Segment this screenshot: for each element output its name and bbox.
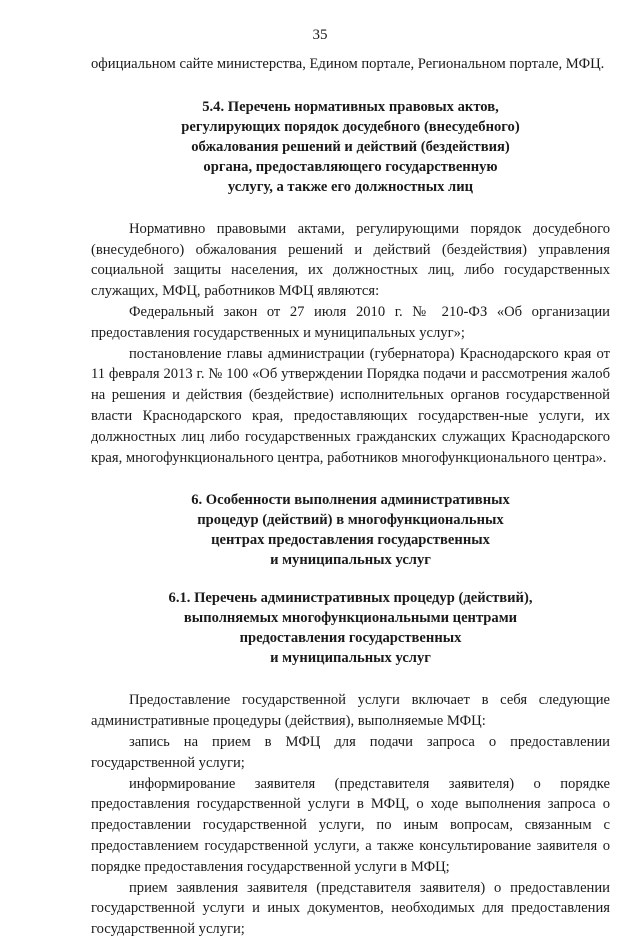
paragraph: запись на прием в МФЦ для подачи запроса о предоставлении государственной услуги;: [91, 733, 610, 771]
heading-line: органа, предоставляющего государственную: [203, 158, 498, 175]
paragraph: информирование заявителя (представителя заявителя) о порядке предоставления государственной услуги в МФЦ, о ходе выполнения запроса о предоставлении государственной услуги, по иным вопросам, связанным с предоставлением государственной услуги, а также консультирование заявителя о порядке предоставления государственной услуги в МФЦ;: [91, 775, 610, 875]
paragraph: Предоставление государственной услуги включает в себя следующие административные процедуры (действия), выполняемые МФЦ:: [91, 692, 610, 730]
heading-line: и муниципальных услуг: [270, 650, 431, 667]
heading-line: и муниципальных услуг: [270, 552, 431, 569]
paragraph: Федеральный закон от 27 июля 2010 г. № 210-ФЗ «Об организации предоставления государственных и муниципальных услуг»;: [91, 303, 610, 341]
heading-line: выполняемых многофункциональными центрами: [183, 610, 518, 627]
heading-line: предоставления государственных: [239, 630, 462, 647]
heading-line: регулирующих порядок досудебного (внесудебного): [181, 118, 520, 135]
heading-line: 6.1. Перечень административных процедур (действий),: [168, 590, 533, 607]
section-6-heading: [91, 490, 610, 570]
heading-line: услугу, а также его должностных лиц: [227, 178, 474, 195]
paragraph: Нормативно правовыми актами, регулирующими порядок досудебного (внесудебного) обжалования решений и действий (бездействия) управления социальной защиты населения, их должностных лиц, либо государственных служащих, МФЦ, работников МФЦ являются:: [91, 220, 610, 300]
heading-line: 5.4. Перечень нормативных правовых актов,: [202, 98, 499, 115]
heading-line: процедур (действий) в многофункциональных: [197, 512, 504, 529]
intro-paragraph: официальном сайте министерства, Едином портале, Региональном портале, МФЦ.: [91, 56, 605, 72]
heading-line: 6. Особенности выполнения административных: [191, 492, 510, 509]
heading-line: обжалования решений и действий (бездействия): [191, 138, 510, 155]
section-6-1-heading: [91, 588, 610, 668]
paragraph: прием заявления заявителя (представителя заявителя) о предоставлении государственной услуги и иных документов, необходимых для предоставления государственной услуги;: [91, 879, 610, 938]
paragraph: постановление главы администрации (губернатора) Краснодарского края от 11 февраля 2013 г. № 100 «Об утверждении Порядка подачи и рассмотрения жалоб на решения и действия (бездействие) исполнительных органов государственной власти Краснодарского края, предоставляющих государствен-ные услуги, их должностных лиц либо государственных гражданских служащих Краснодарского края, многофункционального центра, работников многофункционального центра».: [91, 345, 610, 466]
section-5-4-heading: [91, 97, 610, 197]
heading-line: центрах предоставления государственных: [211, 532, 490, 549]
page-content: [91, 54, 610, 940]
page-number: 35: [312, 27, 328, 43]
